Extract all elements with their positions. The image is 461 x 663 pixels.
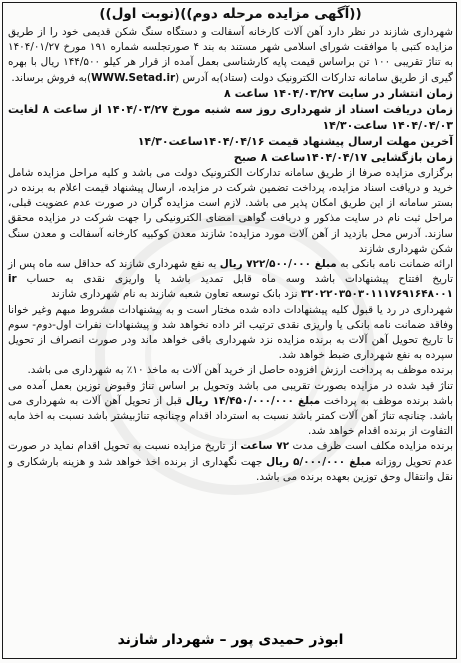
rejection-paragraph: شهرداری در رد یا قبول کلیه پیشنهادات داده شده مختار است و به پیشنهادات مشروط مبهم وغیر خوانا وفاقد ضمانت نامه بانکی یا واریزی نقدی ترتیب اثر داده نخواهد شد و پیشنهادات نفرات اول-دوم- سوم تا تاریخ تحویل آهن آلات به برنده مزایده نزد شهرداری باقی خواهد ماند ودر صورت انصراف از تحویل سپرده به نفع شهرداری ضبط خواهد شد. xyxy=(8,303,453,362)
procedure-paragraph: برگزاری مزایده صرفا از طریق سامانه تدارکات الکترونیک دولت می باشد و کلیه مراحل مزایده شامل خرید و دریافت اسناد مزایده، پرداخت تضمین شرکت در مزایده، ارسال پیشنهاد قیمت اعلام به برنده در بستر سامانه از این طریق امکان پذیر می باشد. لازم است مزایده گران در صورت عدم عضویت قبلی، مراحل ثبت نام در سایت مذکور و دریافت گواهی امضای الکترونیکی را جهت شرکت در مزایده محقق سازند. آدرس محل بازدید از آهن آلات مورد مزایده: شازند معدن کوکبیه کارخانه آسفالت و معدن سنگ شکن شهرداری شازند xyxy=(8,166,453,255)
submission-deadline: آخرین مهلت ارسال پیشنهاد قیمت ۱۴۰۴/۰۴/۱۶ساعت۱۴/۳۰ xyxy=(137,134,453,148)
delivery-text-1: برنده مزایده مکلف است ظرف مدت xyxy=(289,440,453,453)
publish-time: زمان انتشار در سایت ۱۴۰۴/۰۳/۲۷ ساعت ۸ xyxy=(224,86,453,100)
delivery-text-2: از تاریخ مزایده نسبت به تحویل اقدام نماید در صورت عدم تحویل روزانه xyxy=(8,440,453,468)
bank-account: ir ۳۲۰۲۲۰۳۵۰۳۰۱۱۱۷۶۹۱۶۴۸۰۰۱ xyxy=(8,273,453,301)
guarantee-text-2: به نفع شهرداری شازند که حداقل سه ماه پس از تاریخ افتتاح پیشنهادات باشد وسه ماه قابل تمدید باشد یا واریزی نقدی به حساب xyxy=(8,258,453,286)
vat-paragraph: برنده موظف به پرداخت ارزش افزوده حاصل از خرید آهن آلات به ماخذ ۱۰٪ به شهرداری می باشد. xyxy=(27,364,453,377)
intro-paragraph xyxy=(8,25,453,86)
tonnage-paragraph xyxy=(8,379,453,440)
tonnage-text-2: قبل از تحویل آهن آلات به شهرداری می باشد. چنانچه تناژ آهن آلات کمتر باشد نسبت به استرداد اقدام وچنانچه تناژبیشتر باشد نسبت به اخذ مابه التفاوت از برنده اقدام خواهد شد. xyxy=(8,394,453,438)
guarantee-paragraph xyxy=(8,257,453,303)
document-receive-time: زمان دریافت اسناد از شهرداری روز سه شنبه مورخ ۱۴۰۴/۰۳/۲۷ از ساعت ۸ لغایت ۱۴۰۴/۰۴/۰۳ ساعت۱۴/۳۰ xyxy=(8,102,454,132)
notice-body xyxy=(8,5,453,485)
delivery-paragraph xyxy=(8,439,453,485)
guarantee-text-3: نزد بانک توسعه تعاون شعبه شازند به نام شهرداری شازند xyxy=(51,288,301,301)
payment-amount: مبلغ ۱۴/۴۵۰/۰۰۰/۰۰۰ ریال xyxy=(185,394,321,407)
guarantee-text-1: ارائه ضمانت نامه بانکی به xyxy=(336,258,453,271)
notice-title: ((آگهی مزایده مرحله دوم))(نوبت اول)) xyxy=(99,6,362,22)
intro-text: شهرداری شازند در نظر دارد آهن آلات کارخانه آسفالت و دستگاه سنگ شکن قدیمی خود را از طریق مزایده کتبی با موافقت شورای اسلامی شهر مستند به بند ۴ صورتجلسه شماره ۱۹۱ مورخ ۱۴۰۴/۰۱/۲۷ به تناژ تقریبی ۱۰۰ تن براساس قیمت پایه کارشناسی بعمل آمده از قرار هر کیلو ۱۴۴/۵۰۰ ریال با بهره گیری از طریق سامانه تدارکات الکترونیک دولت (ستاد)به آدرس ( xyxy=(8,26,453,84)
guarantee-amount: مبلغ ۷۲۲/۵۰۰/۰۰۰ ریال xyxy=(219,258,337,271)
delivery-hours: ۷۲ ساعت xyxy=(240,440,290,453)
intro-text-end: )به فروش برساند. xyxy=(11,71,92,84)
tonnage-text-1: تناژ قید شده در مزایده بصورت تقریبی می باشد وتحویل بر اساس تناژ وقبوض توزین بعمل آمده می باشد برنده موظف به پرداخت xyxy=(8,379,454,407)
opening-time: زمان بازگشایی ۱۴۰۴/۰۴/۱۷ساعت ۸ صبح xyxy=(233,150,453,164)
daily-fee-amount: مبلغ ۵/۰۰۰/۰۰۰ ریال xyxy=(266,455,372,468)
delivery-text-3: جهت نگهداری از برنده اخذ خواهد شد و هزینه بارشکاری و نقل وانتقال وحق توزین بعهده برنده می باشد. xyxy=(8,455,453,483)
setad-website: WWW.Setad.ir xyxy=(91,71,176,84)
mayor-signature: ابوذر حمیدی پور – شهردار شازند xyxy=(117,632,344,648)
